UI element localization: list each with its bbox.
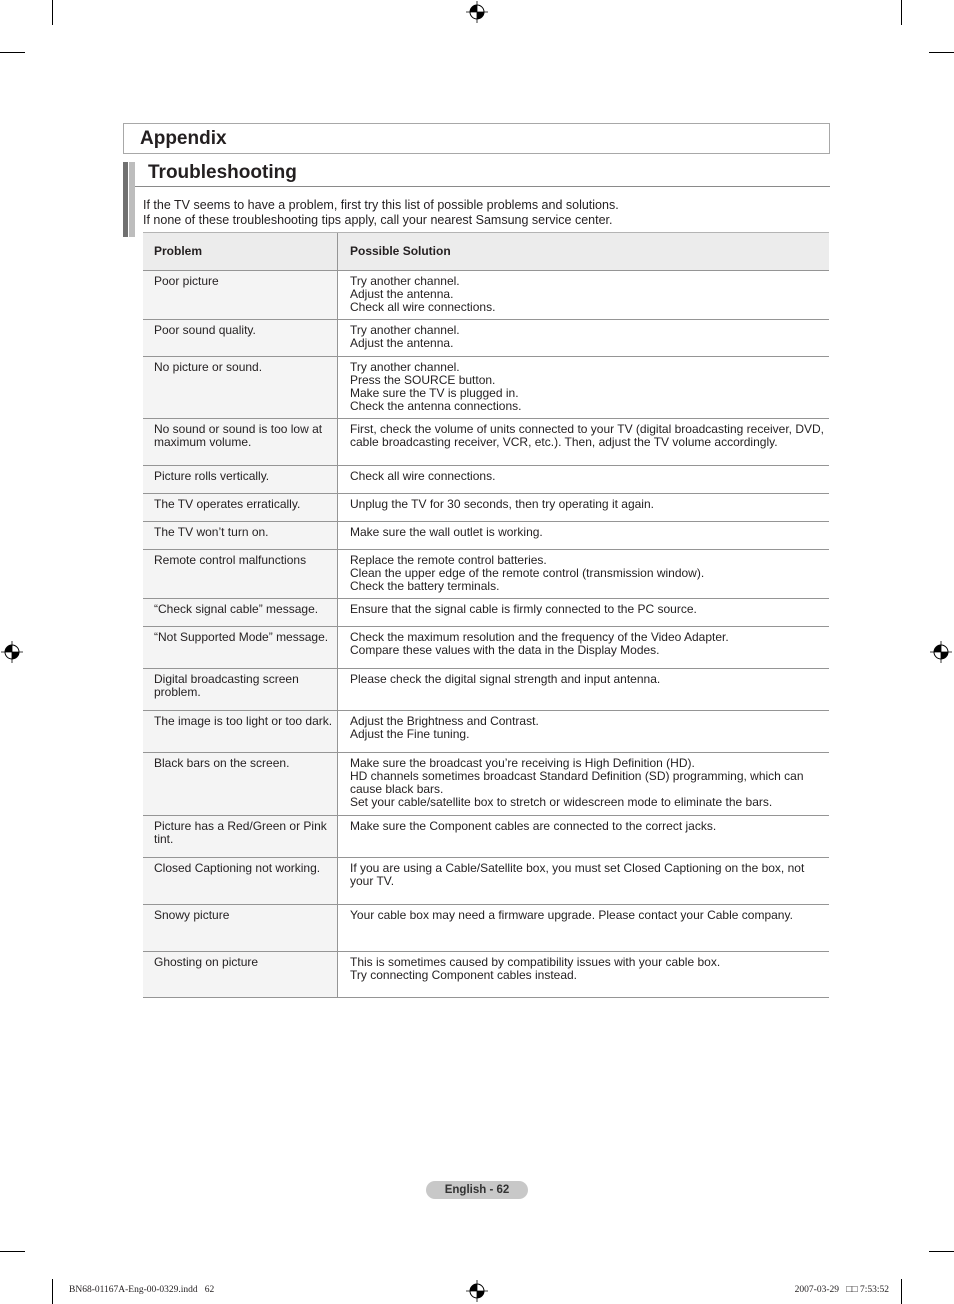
table-row [143, 816, 829, 858]
solution-line: Replace the remote control batteries. [350, 553, 547, 567]
solution-line: Make sure the broadcast you’re receiving is High Definition (HD). [350, 756, 695, 770]
table-row [143, 494, 829, 522]
column-header-solution: Possible Solution [350, 244, 451, 258]
solution-line: Check all wire connections. [350, 469, 496, 483]
table-row [143, 753, 829, 816]
solution-line: Adjust the Fine tuning. [350, 727, 470, 741]
problem-cell: Poor picture [143, 271, 338, 319]
solution-cell [338, 271, 829, 319]
solution-cell [338, 320, 829, 356]
registration-target-icon [929, 640, 953, 664]
table-row [143, 357, 829, 419]
problem-cell: Picture has a Red/Green or Pink tint. [143, 816, 338, 857]
intro-line: If none of these troubleshooting tips apply, call your nearest Samsung service center. [143, 213, 613, 227]
solution-line: This is sometimes caused by compatibility issues with your cable box. [350, 955, 721, 969]
section-side-bar [123, 162, 128, 237]
solution-cell [338, 669, 829, 710]
column-header-problem: Problem [143, 233, 338, 270]
crop-mark [0, 52, 25, 53]
table-row [143, 627, 829, 669]
solution-cell [338, 816, 829, 857]
registration-target-icon [465, 1279, 489, 1303]
solution-cell [338, 753, 829, 815]
table-row [143, 905, 829, 952]
solution-cell [338, 357, 829, 418]
solution-cell [338, 550, 829, 598]
intro-text [143, 198, 619, 228]
solution-cell [338, 419, 829, 465]
solution-line: Try another channel. [350, 360, 460, 374]
registration-target-icon [465, 0, 489, 24]
problem-cell: “Not Supported Mode” message. [143, 627, 338, 668]
table-row [143, 711, 829, 753]
problem-cell: Snowy picture [143, 905, 338, 951]
solution-line: Make sure the Component cables are connected to the correct jacks. [350, 819, 717, 833]
solution-line: First, check the volume of units connected to your TV (digital broadcasting receiver, DVD, cable broadcasting receiver, VCR, etc.). Then, adjust the TV volume accordingly. [350, 422, 824, 449]
solution-line: Compare these values with the data in the Display Modes. [350, 643, 660, 657]
solution-line: Adjust the Brightness and Contrast. [350, 714, 539, 728]
troubleshooting-table [143, 232, 829, 998]
solution-line: Try another channel. [350, 274, 460, 288]
solution-line: Try another channel. [350, 323, 460, 337]
crop-mark [929, 52, 954, 53]
problem-cell: Ghosting on picture [143, 952, 338, 997]
problem-cell: The TV operates erratically. [143, 494, 338, 521]
table-row [143, 599, 829, 627]
solution-line: Make sure the wall outlet is working. [350, 525, 543, 539]
problem-cell: The TV won’t turn on. [143, 522, 338, 549]
solution-cell [338, 522, 829, 549]
solution-cell [338, 858, 829, 904]
solution-line: Check all wire connections. [350, 300, 496, 314]
problem-cell: Picture rolls vertically. [143, 466, 338, 493]
solution-line: Ensure that the signal cable is firmly connected to the PC source. [350, 602, 697, 616]
crop-mark [929, 1251, 954, 1252]
problem-cell: Remote control malfunctions [143, 550, 338, 598]
table-row [143, 271, 829, 320]
appendix-header [123, 123, 830, 154]
problem-cell: “Check signal cable” message. [143, 599, 338, 626]
solution-line: Adjust the antenna. [350, 336, 454, 350]
solution-line: If you are using a Cable/Satellite box, you must set Closed Captioning on the box, not your TV. [350, 861, 805, 888]
section-title-rule [135, 186, 830, 187]
crop-mark [0, 1251, 25, 1252]
solution-cell [338, 494, 829, 521]
page-number-badge: English - 62 [426, 1181, 528, 1199]
table-header-row [143, 233, 829, 271]
solution-cell [338, 627, 829, 668]
solution-cell [338, 952, 829, 997]
problem-cell: The image is too light or too dark. [143, 711, 338, 752]
solution-cell [338, 711, 829, 752]
table-row [143, 320, 829, 357]
print-slug-timestamp: 2007-03-29 □□ 7:53:52 [794, 1285, 889, 1295]
table-row [143, 669, 829, 711]
solution-line: Adjust the antenna. [350, 287, 454, 301]
solution-line: Make sure the TV is plugged in. [350, 386, 519, 400]
crop-mark [52, 0, 53, 25]
registration-target-icon [0, 640, 24, 664]
problem-cell: No sound or sound is too low at maximum volume. [143, 419, 338, 465]
problem-cell: Poor sound quality. [143, 320, 338, 356]
solution-line: Unplug the TV for 30 seconds, then try operating it again. [350, 497, 654, 511]
crop-mark [901, 0, 902, 25]
solution-line: Check the battery terminals. [350, 579, 500, 593]
problem-cell: Closed Captioning not working. [143, 858, 338, 904]
table-row [143, 419, 829, 466]
solution-cell [338, 599, 829, 626]
table-row [143, 550, 829, 599]
solution-line: Your cable box may need a firmware upgrade. Please contact your Cable company. [350, 908, 793, 922]
table-row [143, 466, 829, 494]
solution-line: Set your cable/satellite box to stretch or widescreen mode to eliminate the bars. [350, 795, 773, 809]
problem-cell: No picture or sound. [143, 357, 338, 418]
solution-line: Clean the upper edge of the remote control (transmission window). [350, 566, 705, 580]
table-row [143, 858, 829, 905]
section-side-bar [129, 162, 135, 237]
solution-line: Please check the digital signal strength and input antenna. [350, 672, 661, 686]
solution-cell [338, 905, 829, 951]
solution-cell [338, 466, 829, 493]
print-slug-file: BN68-01167A-Eng-00-0329.indd 62 [69, 1285, 215, 1295]
section-title: Troubleshooting [148, 162, 297, 183]
crop-mark [52, 1279, 53, 1304]
appendix-title: Appendix [140, 128, 227, 149]
solution-line: Try connecting Component cables instead. [350, 968, 578, 982]
intro-line: If the TV seems to have a problem, first try this list of possible problems and solutions. [143, 198, 619, 212]
table-row [143, 522, 829, 550]
problem-cell: Black bars on the screen. [143, 753, 338, 815]
solution-line: Check the antenna connections. [350, 399, 522, 413]
solution-line: HD channels sometimes broadcast Standard Definition (SD) programming, which can cause black bars. [350, 769, 804, 796]
table-row [143, 952, 829, 998]
crop-mark [901, 1279, 902, 1304]
problem-cell: Digital broadcasting screen problem. [143, 669, 338, 710]
solution-line: Press the SOURCE button. [350, 373, 496, 387]
solution-line: Check the maximum resolution and the frequency of the Video Adapter. [350, 630, 729, 644]
